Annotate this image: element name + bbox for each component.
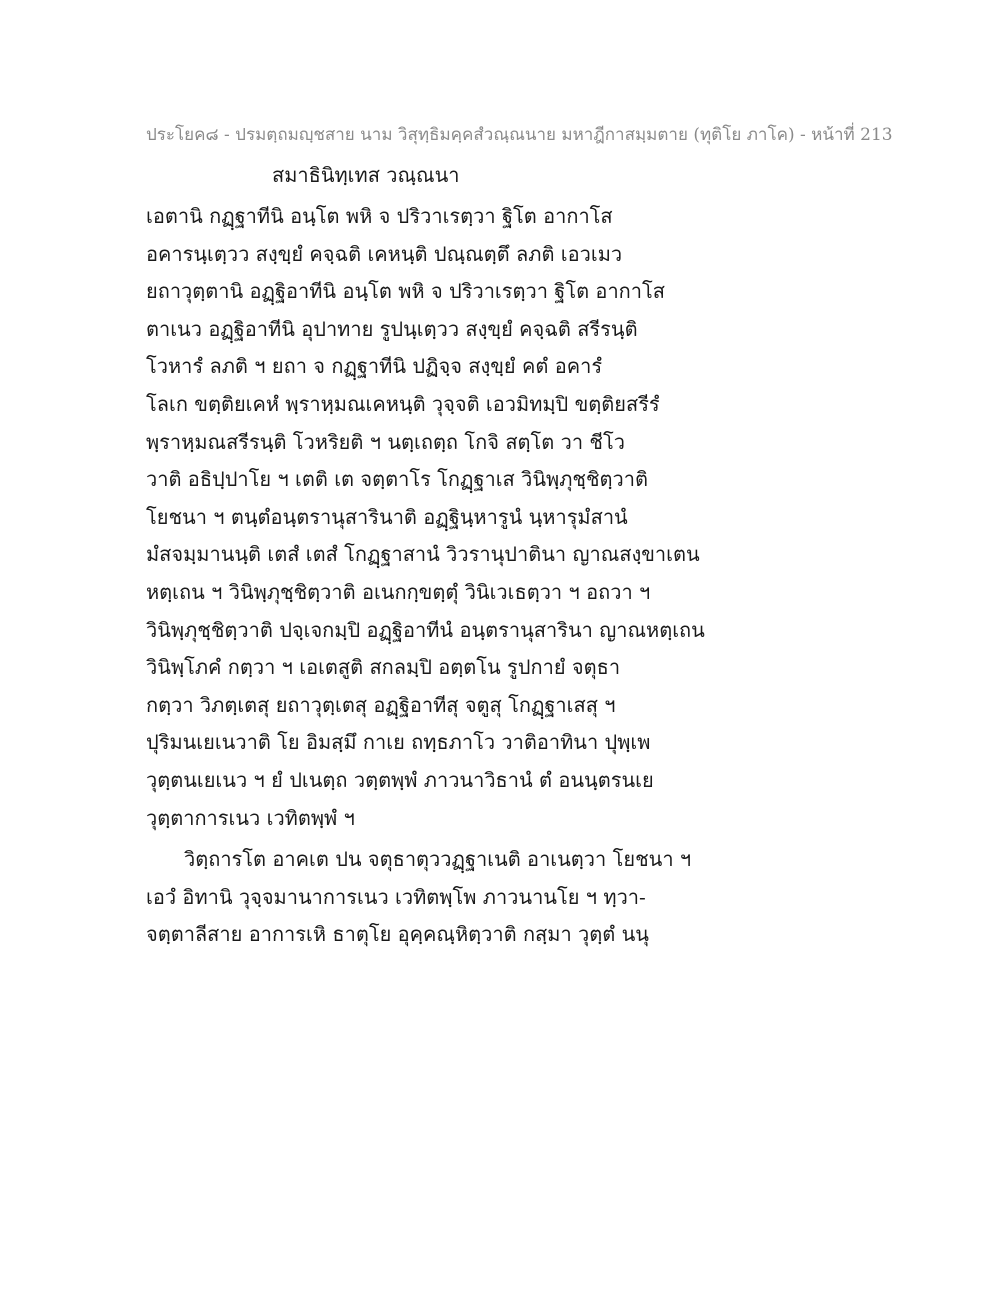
section-title: สมาธินิทฺเทส วณฺณนา [272,163,460,187]
text-line: เอวํ อิทานิ วุจฺจมานาการเนว เวทิตพฺโพ ภาวนานโย ฯ ทฺวา- [146,884,646,909]
text-line: วุตฺตนเยเนว ฯ ยํ ปเนตฺถ วตฺตพฺพํ ภาวนาวิธานํ ตํ อนนฺตรนเย [146,767,654,792]
body-text [146,198,866,954]
text-line: พฺราหฺมณสรีรนฺติ โวหริยติ ฯ นตฺเถตฺถ โกจิ สตฺโต วา ชีโว [146,429,625,454]
text-line: อคารนฺเตฺวว สงฺขฺยํ คจฺฉติ เคหนฺติ ปณฺณตฺตึ ลภติ เอวเมว [146,241,623,266]
text-line: วินิพฺโภคํ กตฺวา ฯ เอเตสูติ สกลมฺปิ อตฺตโน รูปกายํ จตุธา [146,655,621,680]
text-line: กตฺวา วิภตฺเตสุ ยถาวุตฺเตสุ อฏฺฐิอาทีสุ จตูสุ โกฏฺฐาเสสุ ฯ [146,692,616,717]
text-line: หตฺเถน ฯ วินิพฺภุชฺชิตฺวาติ อเนกกฺขตฺตุํ วินิเวเธตฺวา ฯ อถวา ฯ [146,579,651,604]
text-line: โวหารํ ลภติ ฯ ยถา จ กฏฺฐาทีนิ ปฏิจฺจ สงฺขฺยํ คตํ อคารํ [146,354,603,379]
text-line: ยถาวุตฺตานิ อฏฺฐิอาทีนิ อนฺโต พหิ จ ปริวาเรตฺวา ฐิโต อากาโส [146,279,665,304]
text-line: จตฺตาลีสาย อาการเหิ ธาตุโย อุคฺคณฺหิตฺวาติ กสฺมา วุตฺตํ นนุ [146,922,649,947]
text-line: โลเก ขตฺติยเคหํ พฺราหฺมณเคหนฺติ วุจฺจติ เอวมิทมฺปิ ขตฺติยสรีรํ [146,391,660,416]
text-line: วุตฺตาการเนว เวทิตพฺพํ ฯ [146,805,355,830]
text-line: วาติ อธิปฺปาโย ฯ เตติ เต จตฺตาโร โกฏฺฐาเส วินิพฺภุชฺชิตฺวาติ [146,467,648,492]
text-line: เอตานิ กฏฺฐาทีนิ อนฺโต พหิ จ ปริวาเรตฺวา ฐิโต อากาโส [146,204,613,228]
text-line: โยชนา ฯ ตนฺตํอนฺตรานุสารินาติ อฏฺฐินฺหารูนํ นฺหารุมํสานํ [146,504,628,529]
text-line: มํสจมฺมานนฺติ เตสํ เตสํ โกฏฺฐาสานํ วิวรานุปาตินา ญาณสงฺขาเตน [146,542,700,567]
paragraph-first-line: วิตฺถารโต อาคเต ปน จตุธาตุววฏฺฐาเนติ อาเนตฺวา โยชนา ฯ [184,847,692,872]
running-header: ประโยค๘ - ปรมตฺถมญฺชสาย นาม วิสุทฺธิมคฺคสํวณฺณนาย มหาฎีกาสมฺมตาย (ทุติโย ภาโค) - หน้าที่ 213 [146,125,893,145]
text-line: วินิพฺภุชฺชิตฺวาติ ปจฺเจกมฺปิ อฏฺฐิอาทีนํ อนฺตรานุสารินา ญาณหตฺเถน [146,617,705,642]
text-line: ปุริมนเยเนวาติ โย อิมสฺมึ กาเย ถทฺธภาโว วาติอาทินา ปุพฺเพ [146,730,651,755]
text-line: ตาเนว อฏฺฐิอาทีนิ อุปาทาย รูปนฺเตฺวว สงฺขฺยํ คจฺฉติ สรีรนฺติ [146,316,638,341]
